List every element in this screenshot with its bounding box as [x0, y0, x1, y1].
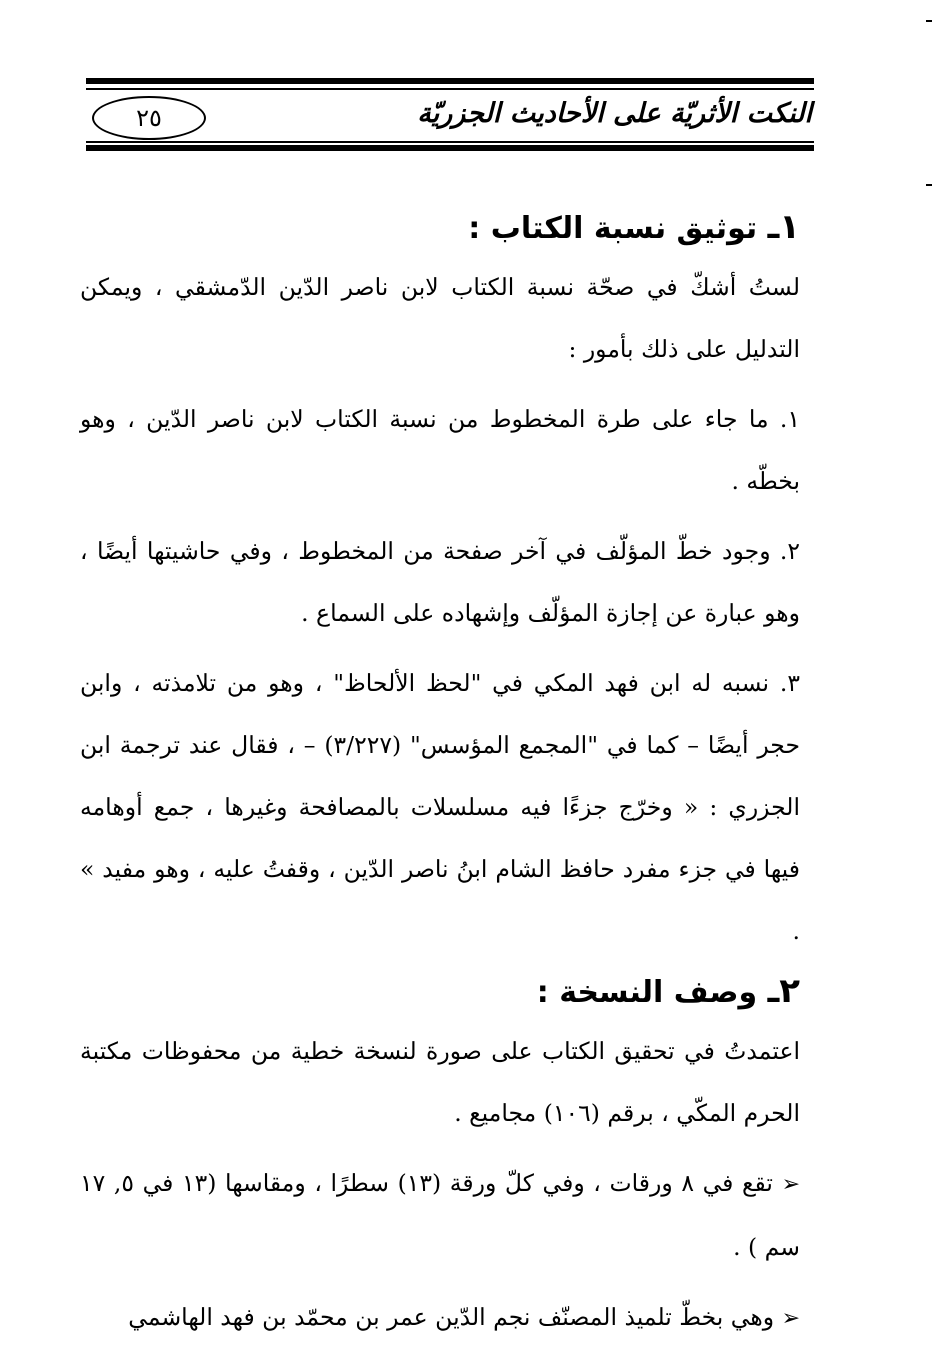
section-heading-manuscript [80, 962, 800, 1020]
section-number: ١ـ [767, 207, 800, 247]
section-title: وصف النسخة [559, 975, 758, 1010]
header-rule-bottom-thin [86, 141, 814, 143]
bullet-text: تقع في ٨ ورقات ، وفي كلّ ورقة (١٣) سطرًا ، ومقاسها (١٣ في ٥, ١٧ سم ) . [80, 1169, 800, 1261]
bullet-item-2 [80, 1286, 800, 1350]
bullet-arrow-icon: ➢ [781, 1306, 800, 1331]
edge-mark [926, 184, 932, 186]
section-colon: : [536, 975, 560, 1010]
paragraph-intro-attribution: لستُ أشكّ في صحّة نسبة الكتاب لابن ناصر الدّين الدّمشقي ، ويمكن التدليل على ذلك بأمور : [80, 273, 800, 363]
paragraph-intro-manuscript: اعتمدتُ في تحقيق الكتاب على صورة لنسخة خطية من محفوظات مكتبة الحرم المكّي ، برقم (١٠٦) مجاميع . [80, 1037, 800, 1127]
section-heading-attribution [80, 198, 800, 256]
page-number-oval [92, 96, 206, 140]
page-number: ٢٥ [136, 104, 162, 132]
header-rule-top-thin [86, 88, 814, 90]
section-number: ٢ـ [767, 971, 800, 1011]
edge-mark [926, 20, 932, 22]
bullet-item-1 [80, 1152, 800, 1278]
list-item-evidence-3: ٣. نسبه له ابن فهد المكي في "لحظ الألحاظ" ، وهو من تلامذته ، وابن حجر أيضًا – كما في "المجمع المؤسس" (٣/٢٢٧) – ، فقال عند ترجمة ابن الجزري : « وخرّج جزءًا فيه مسلسلات بالمصافحة وغيرها ، جمع أوهامه فيها في جزء مفرد حافظ الشام ابنُ ناصر الدّين ، وقفتُ عليه ، وهو مفيد » . [80, 669, 800, 945]
bullet-arrow-icon: ➢ [781, 1172, 800, 1197]
bullet-text: وهي بخطّ تلميذ المصنّف نجم الدّين عمر بن محمّد بن فهد الهاشمي [128, 1303, 775, 1331]
section-colon: : [468, 211, 491, 246]
header-rule-top [86, 78, 814, 84]
header-rule-bottom [86, 145, 814, 151]
list-item-evidence-2: ٢. وجود خطّ المؤلّف في آخر صفحة من المخطوط ، وفي حاشيتها أيضًا ، وهو عبارة عن إجازة المؤلّف وإشهاده على السماع . [80, 537, 800, 627]
list-item-evidence-1: ١. ما جاء على طرة المخطوط من نسبة الكتاب لابن ناصر الدّين ، وهو بخطّه . [80, 405, 800, 495]
section-title: توثيق نسبة الكتاب [490, 211, 758, 246]
running-header-title: النكت الأثريّة على الأحاديث الجزريّة [417, 98, 812, 129]
page-body [80, 198, 800, 1350]
